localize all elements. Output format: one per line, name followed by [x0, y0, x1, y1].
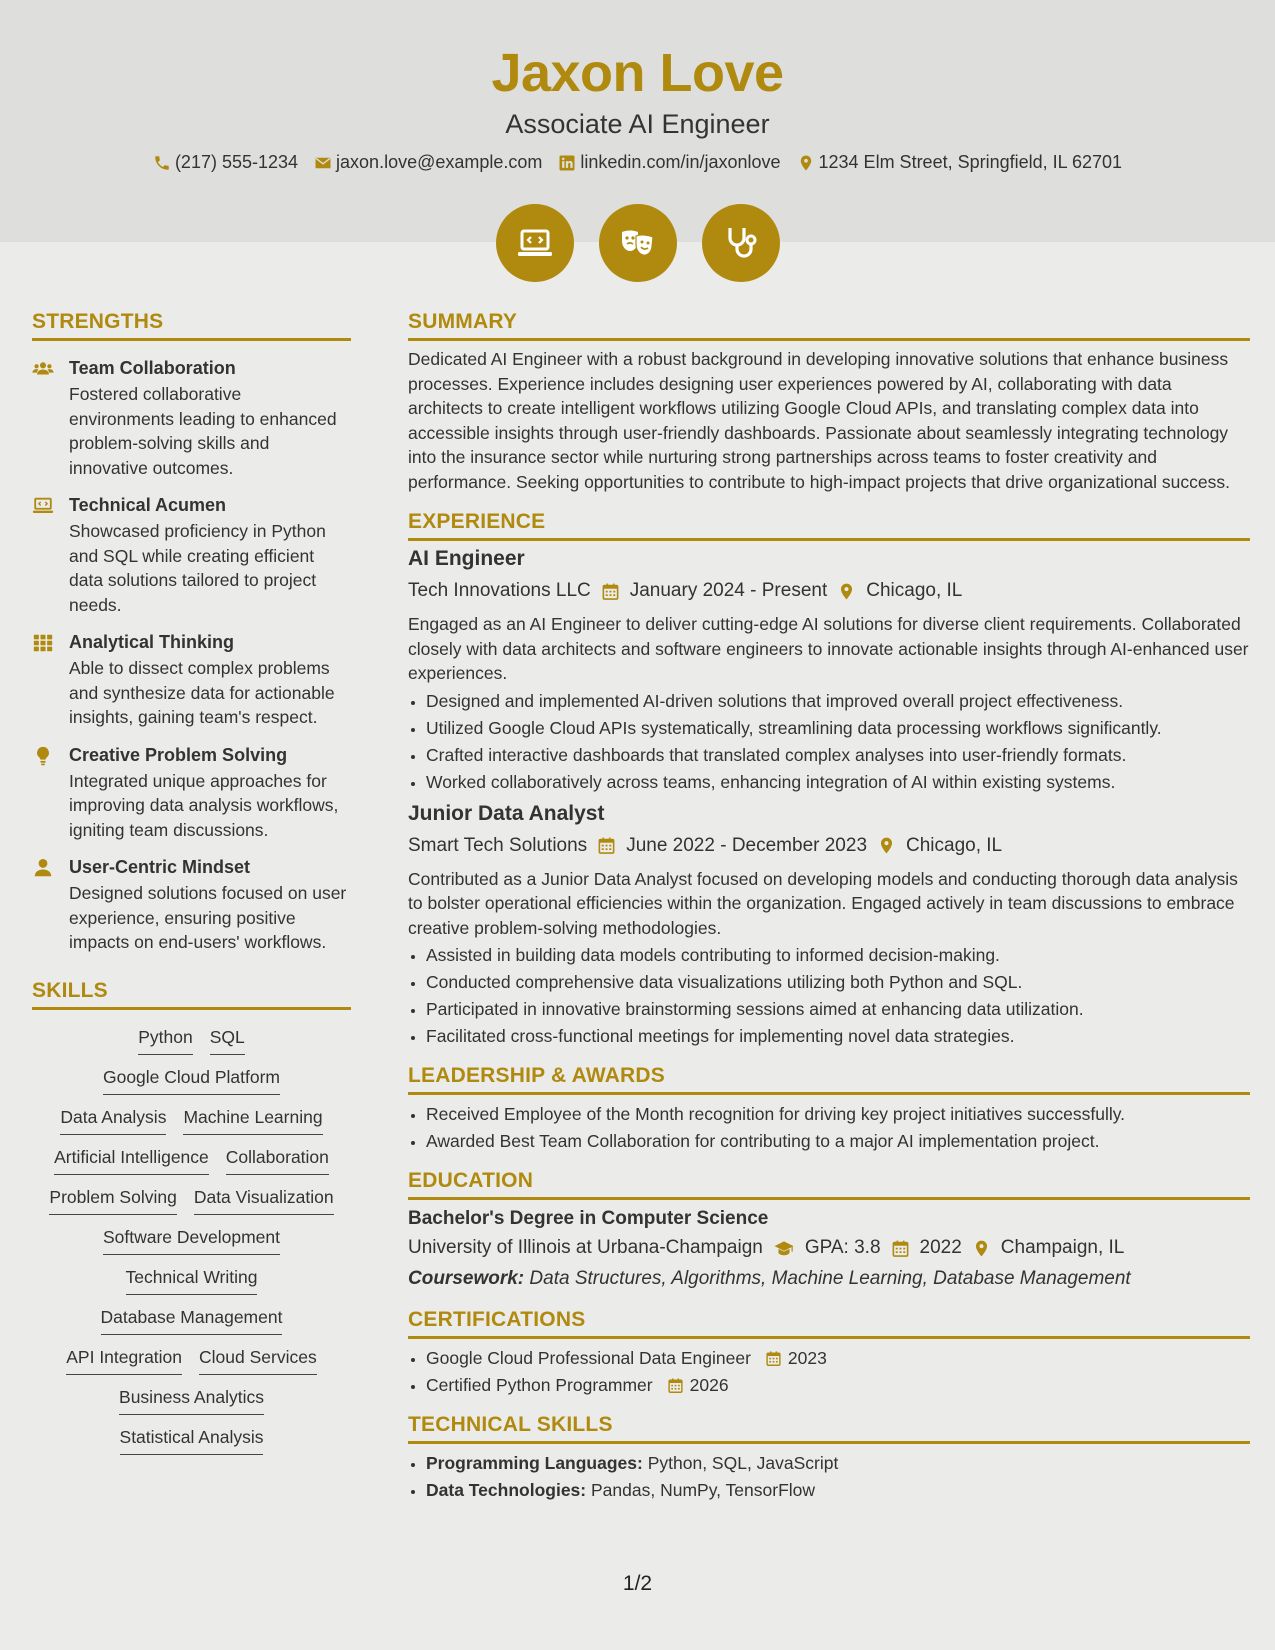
contact-phone[interactable] — [153, 152, 298, 173]
skills-list — [32, 1024, 351, 1455]
skill-row — [119, 1384, 264, 1415]
certification-name: • Google Cloud Professional Data Engineer — [426, 1348, 751, 1368]
map-pin-icon — [837, 582, 856, 601]
job-entry — [408, 802, 1250, 1051]
job-bullet: • Worked collaboratively across teams, enhancing integration of AI within existing systems. — [426, 769, 1250, 796]
job-bullets — [408, 942, 1250, 1050]
job-dates: June 2022 - December 2023 — [626, 834, 868, 856]
calendar-icon — [891, 1239, 910, 1258]
certification-year: 2026 — [689, 1375, 729, 1395]
calendar-icon — [765, 1350, 782, 1367]
certification-name: • Certified Python Programmer — [426, 1375, 653, 1395]
job-bullets — [408, 688, 1250, 796]
strength-desc: Fostered collaborative environments leading to enhanced problem-solving skills and innovative outcomes. — [69, 384, 337, 478]
certifications-heading: CERTIFICATIONS — [408, 1308, 1250, 1339]
skill-tag: SQL — [210, 1024, 245, 1055]
graduation-year: 2022 — [919, 1237, 962, 1258]
experience-heading: EXPERIENCE — [408, 510, 1250, 541]
left-column — [32, 310, 351, 1455]
skill-row — [126, 1264, 258, 1295]
calendar-icon — [667, 1377, 684, 1394]
strength-title: Team Collaboration — [69, 358, 236, 378]
job-bullet: • Designed and implemented AI-driven solutions that improved overall project effectiveness. — [426, 688, 1250, 715]
user-icon — [32, 857, 54, 879]
job-meta — [408, 834, 1250, 858]
right-column — [408, 310, 1250, 1504]
technical-skill-label: Data Technologies: — [426, 1480, 587, 1500]
skill-row — [138, 1024, 245, 1055]
phone-text: (217) 555-1234 — [174, 152, 299, 172]
email-text: jaxon.love@example.com — [336, 152, 543, 172]
school-location: Champaign, IL — [1000, 1237, 1125, 1258]
skill-tag: Python — [138, 1024, 192, 1055]
job-description: Engaged as an AI Engineer to deliver cutting-edge AI solutions for diverse client requirements. Collaborated closely with data architects and software engineers to innovate actionable insights through AI-enhanced user experiences. — [408, 614, 1249, 683]
grid-icon — [32, 632, 54, 654]
skill-tag: Statistical Analysis — [120, 1424, 264, 1455]
certification-year: 2023 — [787, 1348, 827, 1368]
job-description: Contributed as a Junior Data Analyst focused on developing models and conducting thorough data analysis to bolster operational efficiencies within the organization. Engaged actively in team discussions to embrace creative problem-solving methodologies. — [408, 868, 1238, 938]
strengths-heading: STRENGTHS — [32, 310, 351, 341]
technical-skill-item — [426, 1450, 1250, 1477]
lightbulb-icon — [32, 745, 54, 767]
envelope-icon — [314, 154, 332, 172]
calendar-icon — [601, 582, 620, 601]
skill-tag: Software Development — [103, 1224, 280, 1255]
coursework — [408, 1268, 1250, 1290]
certification-item — [426, 1345, 1250, 1372]
job-meta — [408, 579, 1250, 603]
skill-row — [49, 1184, 333, 1215]
skill-tag: API Integration — [66, 1344, 182, 1375]
laptop-code-icon — [32, 495, 54, 517]
leadership-list — [408, 1101, 1250, 1155]
phone-icon — [153, 154, 171, 172]
company-name: Smart Tech Solutions — [408, 834, 588, 856]
laptop-code-icon — [496, 204, 574, 282]
address-text: 1234 Elm Street, Springfield, IL 62701 — [818, 152, 1123, 172]
map-pin-icon — [972, 1239, 991, 1258]
strength-item — [32, 631, 351, 730]
job-bullet: • Crafted interactive dashboards that translated complex analyses into user-friendly formats. — [426, 742, 1250, 769]
technical-skill-value: Pandas, NumPy, TensorFlow — [591, 1480, 816, 1500]
gpa: GPA: 3.8 — [804, 1237, 881, 1258]
skill-row — [103, 1224, 280, 1255]
strength-title: Creative Problem Solving — [69, 744, 288, 765]
skill-tag: Collaboration — [226, 1144, 329, 1175]
skill-tag: Business Analytics — [119, 1384, 264, 1415]
skill-tag: Artificial Intelligence — [54, 1144, 209, 1175]
summary-heading: SUMMARY — [408, 310, 1250, 341]
contact-bar — [0, 152, 1275, 173]
job-entry — [408, 547, 1250, 796]
coursework-label: Coursework: — [408, 1268, 525, 1289]
strength-desc: Able to dissect complex problems and synthesize data for actionable insights, gaining team's respect. — [69, 658, 335, 727]
calendar-icon — [597, 836, 616, 855]
technical-skill-label: Programming Languages: — [426, 1453, 643, 1473]
skill-row — [120, 1424, 264, 1455]
leadership-heading: LEADERSHIP & AWARDS — [408, 1064, 1250, 1095]
interest-icons — [0, 204, 1275, 282]
job-location: Chicago, IL — [906, 834, 1003, 856]
job-position: AI Engineer — [408, 547, 525, 570]
job-bullet: • Participated in innovative brainstorming sessions aimed at enhancing data utilization. — [426, 996, 1250, 1023]
skill-tag: Technical Writing — [126, 1264, 258, 1295]
technical-skills-list — [408, 1450, 1250, 1504]
strength-title: Analytical Thinking — [69, 632, 235, 652]
degree: Bachelor's Degree in Computer Science — [408, 1208, 769, 1229]
skill-row — [54, 1144, 329, 1175]
job-dates: January 2024 - Present — [629, 580, 828, 601]
strength-desc: Integrated unique approaches for improving data analysis workflows, igniting team discussions. — [69, 770, 339, 840]
strength-desc: Showcased proficiency in Python and SQL while creating efficient data solutions tailored to project needs. — [69, 521, 326, 615]
page-number: 1/2 — [622, 1572, 653, 1595]
job-title: Associate AI Engineer — [505, 109, 770, 139]
job-bullet: • Conducted comprehensive data visualizations utilizing both Python and SQL. — [426, 969, 1250, 996]
skill-tag: Database Management — [101, 1304, 283, 1335]
candidate-name: Jaxon Love — [491, 43, 784, 103]
graduation-cap-icon — [773, 1239, 795, 1258]
strength-title: Technical Acumen — [69, 495, 227, 515]
education-meta — [408, 1236, 1250, 1260]
strength-item — [32, 494, 351, 617]
strengths-list — [32, 357, 351, 955]
job-position: Junior Data Analyst — [408, 801, 605, 825]
coursework-list: Data Structures, Algorithms, Machine Learning, Database Management — [529, 1268, 1131, 1289]
technical-skill-item — [426, 1477, 1250, 1504]
certifications-list — [408, 1345, 1250, 1399]
education-heading: EDUCATION — [408, 1169, 1250, 1200]
skill-tag: Data Visualization — [194, 1184, 334, 1215]
technical-skill-value: Python, SQL, JavaScript — [647, 1453, 839, 1473]
skill-tag: Problem Solving — [49, 1184, 176, 1215]
strength-item — [32, 856, 351, 955]
contact-linkedin[interactable] — [558, 152, 780, 173]
skill-row — [101, 1304, 283, 1335]
map-pin-icon — [797, 154, 815, 172]
job-bullet: • Utilized Google Cloud APIs systematically, streamlining data processing workflows significantly. — [426, 715, 1250, 742]
contact-address — [797, 152, 1123, 173]
certification-item — [426, 1372, 1250, 1399]
skill-row — [60, 1104, 322, 1135]
skill-tag: Machine Learning — [183, 1104, 322, 1135]
skill-tag: Cloud Services — [199, 1344, 317, 1375]
award-item: • Awarded Best Team Collaboration for contributing to a major AI implementation project. — [426, 1128, 1250, 1155]
theater-masks-icon — [599, 204, 677, 282]
job-bullet: • Assisted in building data models contributing to informed decision-making. — [426, 942, 1250, 969]
skill-row — [66, 1344, 316, 1375]
strength-item — [32, 744, 351, 843]
award-item: • Received Employee of the Month recognition for driving key project initiatives successfully. — [426, 1101, 1250, 1128]
strength-desc: Designed solutions focused on user experience, ensuring positive impacts on end-users' workflows. — [69, 883, 347, 952]
linkedin-text: linkedin.com/in/jaxonlove — [580, 152, 781, 172]
school-name: University of Illinois at Urbana-Champaign — [408, 1237, 763, 1258]
linkedin-icon — [558, 154, 576, 172]
technical-skills-heading: TECHNICAL SKILLS — [408, 1413, 1250, 1444]
company-name: Tech Innovations LLC — [408, 580, 591, 601]
stethoscope-icon — [702, 204, 780, 282]
job-bullet: • Facilitated cross-functional meetings for implementing novel data strategies. — [426, 1023, 1250, 1050]
contact-email[interactable] — [314, 152, 542, 173]
users-icon — [32, 358, 54, 380]
skills-heading: SKILLS — [32, 979, 351, 1010]
skill-tag: Google Cloud Platform — [103, 1064, 280, 1095]
skill-tag: Data Analysis — [60, 1104, 166, 1135]
summary-text: Dedicated AI Engineer with a robust background in developing innovative solutions that enhance business processes. Experience includes designing user experiences powered by AI, collaborating with data architects to create intelligent workflows utilizing Google Cloud APIs, and translating complex data into accessible insights through user-friendly dashboards. Passionate about seamlessly integrating technology into the insurance sector while nurturing strong partnerships across teams to foster creativity and performance. Seeking opportunities to contribute to high-impact projects that drive organizational success. — [408, 349, 1230, 492]
strength-title: User-Centric Mindset — [69, 857, 251, 877]
skill-row — [103, 1064, 280, 1095]
job-location: Chicago, IL — [866, 580, 963, 601]
map-pin-icon — [877, 836, 896, 855]
strength-item — [32, 357, 351, 480]
